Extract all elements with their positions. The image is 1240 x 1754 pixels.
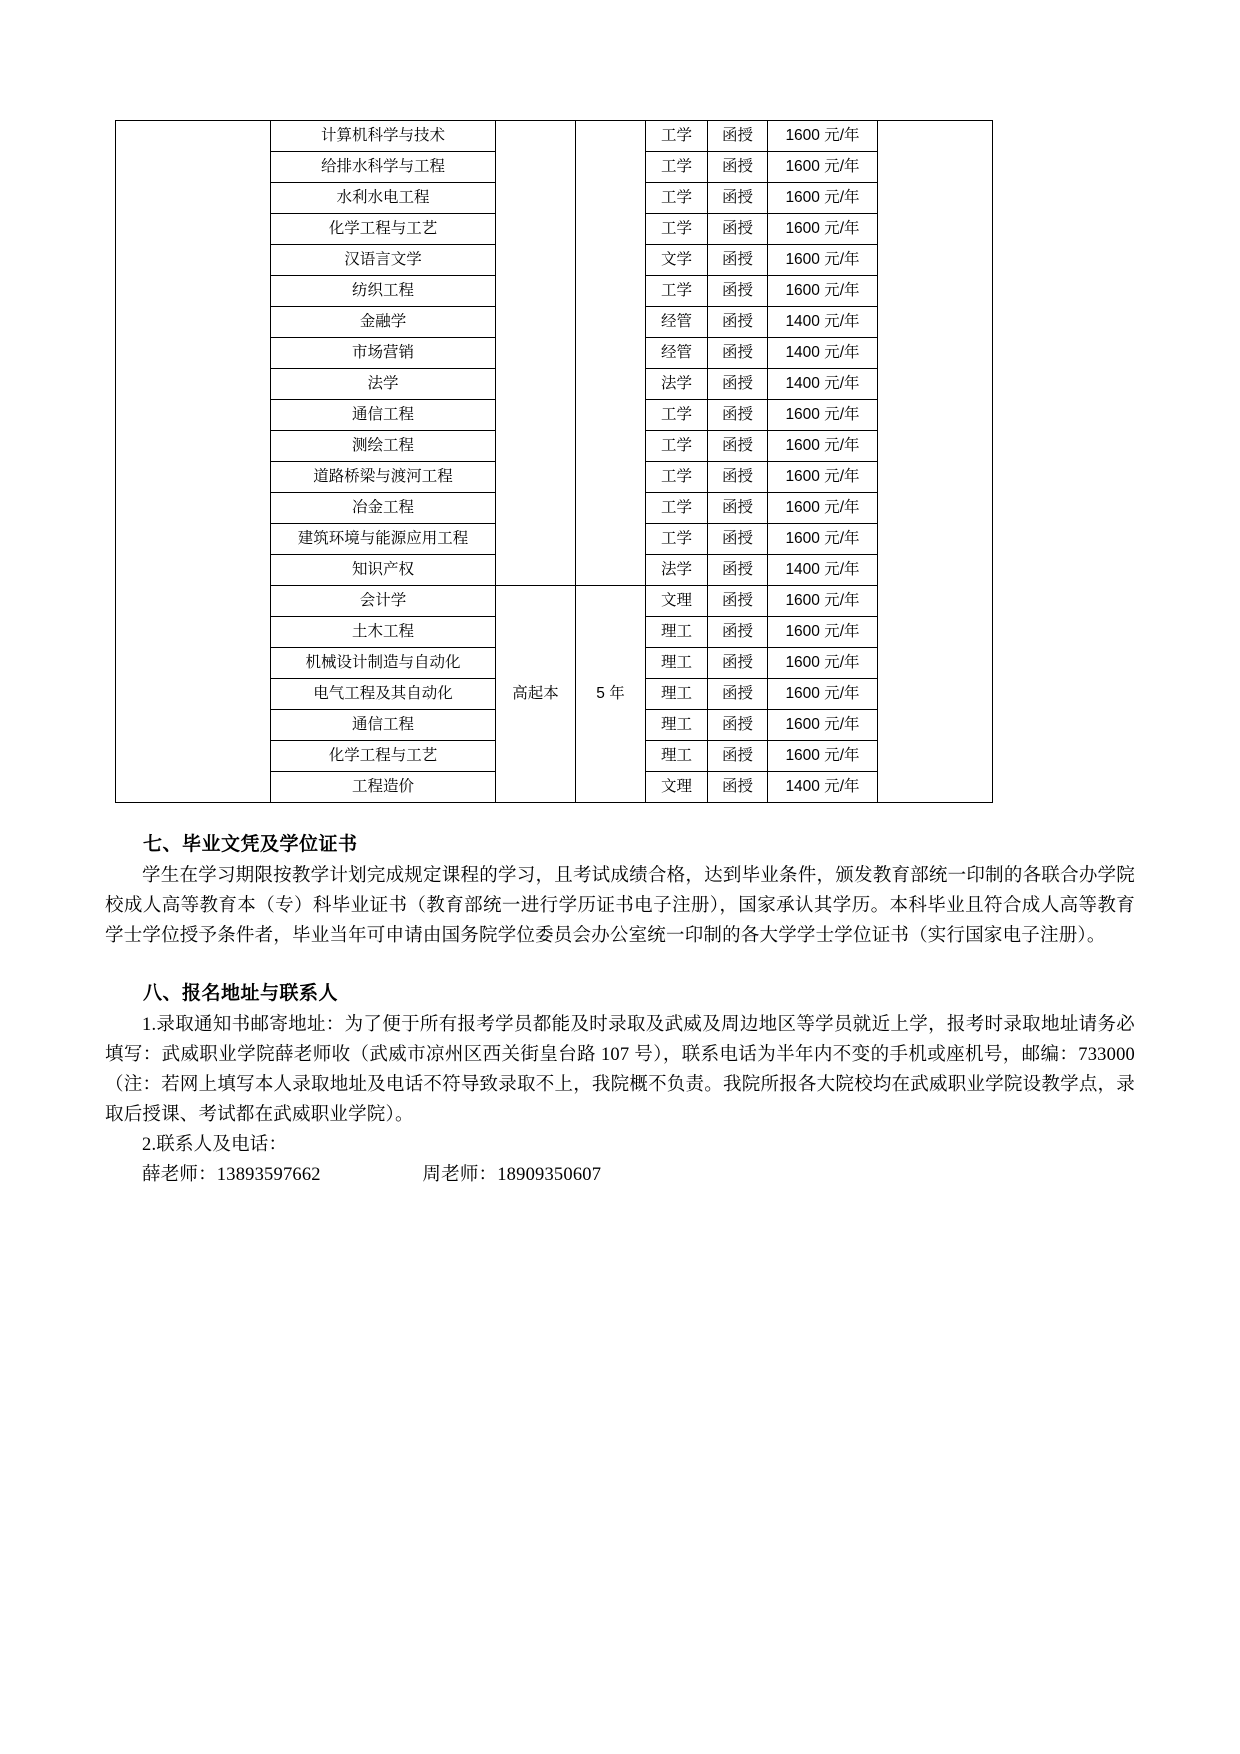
cell-mode: 函授 bbox=[708, 245, 768, 276]
cell-major: 知识产权 bbox=[271, 555, 496, 586]
cell-mode: 函授 bbox=[708, 679, 768, 710]
cell-category: 工学 bbox=[646, 400, 708, 431]
section-registration-contact bbox=[105, 978, 1135, 1191]
contact-xue: 薛老师：13893597662 bbox=[142, 1164, 321, 1185]
contact-row bbox=[105, 1161, 1135, 1191]
cell-category: 工学 bbox=[646, 152, 708, 183]
cell-category: 工学 bbox=[646, 214, 708, 245]
cell-fee: 1600 元/年 bbox=[768, 493, 878, 524]
cell-category: 理工 bbox=[646, 648, 708, 679]
cell-major: 市场营销 bbox=[271, 338, 496, 369]
section-8-heading: 八、报名地址与联系人 bbox=[143, 982, 339, 1004]
cell-major: 道路桥梁与渡河工程 bbox=[271, 462, 496, 493]
cell-category: 理工 bbox=[646, 617, 708, 648]
majors-table bbox=[115, 120, 993, 803]
cell-category: 经管 bbox=[646, 338, 708, 369]
majors-table-body bbox=[116, 121, 993, 803]
cell-major: 测绘工程 bbox=[271, 431, 496, 462]
cell-major: 机械设计制造与自动化 bbox=[271, 648, 496, 679]
cell-mode: 函授 bbox=[708, 431, 768, 462]
cell-mode: 函授 bbox=[708, 648, 768, 679]
cell-mode: 函授 bbox=[708, 493, 768, 524]
cell-mode: 函授 bbox=[708, 276, 768, 307]
cell-mode: 函授 bbox=[708, 121, 768, 152]
cell-level bbox=[496, 121, 576, 586]
cell-remark bbox=[878, 121, 993, 803]
cell-mode: 函授 bbox=[708, 183, 768, 214]
cell-fee: 1600 元/年 bbox=[768, 400, 878, 431]
cell-major: 金融学 bbox=[271, 307, 496, 338]
cell-years-merged: 5 年 bbox=[576, 586, 646, 803]
cell-mode: 函授 bbox=[708, 586, 768, 617]
section-8-paragraph-2: 2.联系人及电话： bbox=[142, 1134, 288, 1155]
cell-category: 工学 bbox=[646, 183, 708, 214]
cell-category: 理工 bbox=[646, 741, 708, 772]
cell-major: 土木工程 bbox=[271, 617, 496, 648]
cell-fee: 1600 元/年 bbox=[768, 462, 878, 493]
cell-category: 工学 bbox=[646, 431, 708, 462]
cell-fee: 1600 元/年 bbox=[768, 524, 878, 555]
cell-mode: 函授 bbox=[708, 369, 768, 400]
cell-mode: 函授 bbox=[708, 400, 768, 431]
cell-fee: 1600 元/年 bbox=[768, 617, 878, 648]
cell-mode: 函授 bbox=[708, 338, 768, 369]
cell-category: 理工 bbox=[646, 710, 708, 741]
cell-category: 理工 bbox=[646, 679, 708, 710]
cell-major: 化学工程与工艺 bbox=[271, 741, 496, 772]
cell-category: 文理 bbox=[646, 772, 708, 803]
cell-category: 工学 bbox=[646, 462, 708, 493]
cell-major: 计算机科学与技术 bbox=[271, 121, 496, 152]
cell-fee: 1400 元/年 bbox=[768, 369, 878, 400]
cell-category: 工学 bbox=[646, 524, 708, 555]
cell-fee: 1600 元/年 bbox=[768, 152, 878, 183]
cell-fee: 1400 元/年 bbox=[768, 772, 878, 803]
cell-category: 经管 bbox=[646, 307, 708, 338]
cell-fee: 1400 元/年 bbox=[768, 555, 878, 586]
cell-fee: 1600 元/年 bbox=[768, 586, 878, 617]
cell-major: 纺织工程 bbox=[271, 276, 496, 307]
table-row bbox=[116, 121, 993, 152]
cell-category: 工学 bbox=[646, 121, 708, 152]
cell-fee: 1600 元/年 bbox=[768, 276, 878, 307]
cell-major: 工程造价 bbox=[271, 772, 496, 803]
cell-mode: 函授 bbox=[708, 307, 768, 338]
section-7-paragraph: 学生在学习期限按教学计划完成规定课程的学习，且考试成绩合格，达到毕业条件，颁发教育部统一印制的各联合办学院校成人高等教育本（专）科毕业证书（教育部统一进行学历证书电子注册），国家承认其学历。本科毕业且符合成人高等教育学士学位授予条件者，毕业当年可申请由国务院学位委员会办公室统一印制的各大学学士学位证书（实行国家电子注册）。 bbox=[105, 866, 1135, 946]
cell-mode: 函授 bbox=[708, 617, 768, 648]
cell-fee: 1600 元/年 bbox=[768, 741, 878, 772]
cell-major: 通信工程 bbox=[271, 400, 496, 431]
cell-fee: 1600 元/年 bbox=[768, 648, 878, 679]
cell-fee: 1600 元/年 bbox=[768, 214, 878, 245]
cell-major: 给排水科学与工程 bbox=[271, 152, 496, 183]
cell-major: 法学 bbox=[271, 369, 496, 400]
cell-mode: 函授 bbox=[708, 214, 768, 245]
section-diploma bbox=[105, 829, 1135, 952]
cell-category: 文理 bbox=[646, 586, 708, 617]
cell-institution bbox=[116, 121, 271, 803]
cell-category: 法学 bbox=[646, 369, 708, 400]
cell-mode: 函授 bbox=[708, 152, 768, 183]
cell-mode: 函授 bbox=[708, 462, 768, 493]
cell-fee: 1600 元/年 bbox=[768, 121, 878, 152]
cell-level-merged: 高起本 bbox=[496, 586, 576, 803]
cell-major: 会计学 bbox=[271, 586, 496, 617]
cell-major: 水利水电工程 bbox=[271, 183, 496, 214]
cell-mode: 函授 bbox=[708, 741, 768, 772]
cell-fee: 1400 元/年 bbox=[768, 338, 878, 369]
cell-years bbox=[576, 121, 646, 586]
cell-fee: 1600 元/年 bbox=[768, 183, 878, 214]
cell-category: 工学 bbox=[646, 276, 708, 307]
cell-fee: 1600 元/年 bbox=[768, 245, 878, 276]
cell-fee: 1400 元/年 bbox=[768, 307, 878, 338]
contact-zhou: 周老师：18909350607 bbox=[422, 1164, 602, 1185]
cell-category: 工学 bbox=[646, 493, 708, 524]
cell-major: 电气工程及其自动化 bbox=[271, 679, 496, 710]
cell-mode: 函授 bbox=[708, 772, 768, 803]
cell-major: 汉语言文学 bbox=[271, 245, 496, 276]
cell-major: 化学工程与工艺 bbox=[271, 214, 496, 245]
cell-mode: 函授 bbox=[708, 524, 768, 555]
cell-mode: 函授 bbox=[708, 710, 768, 741]
cell-category: 法学 bbox=[646, 555, 708, 586]
cell-fee: 1600 元/年 bbox=[768, 710, 878, 741]
cell-category: 文学 bbox=[646, 245, 708, 276]
cell-major: 建筑环境与能源应用工程 bbox=[271, 524, 496, 555]
section-8-paragraph-1: 1.录取通知书邮寄地址：为了便于所有报考学员都能及时录取及武威及周边地区等学员就近上学，报考时录取地址请务必填写：武威职业学院薛老师收（武威市凉州区西关街皇台路 107 号），联系电话为半年内不变的手机或座机号，邮编：733000（注：若网上填写本人录取地址及电话不符导致录取不上，我院概不负责。我院所报各大院校均在武威职业学院设教学点，录取后授课、考试都在武威职业学院）。 bbox=[105, 1014, 1135, 1125]
cell-major: 通信工程 bbox=[271, 710, 496, 741]
cell-fee: 1600 元/年 bbox=[768, 431, 878, 462]
cell-fee: 1600 元/年 bbox=[768, 679, 878, 710]
cell-major: 冶金工程 bbox=[271, 493, 496, 524]
cell-mode: 函授 bbox=[708, 555, 768, 586]
section-7-heading: 七、毕业文凭及学位证书 bbox=[143, 834, 358, 855]
